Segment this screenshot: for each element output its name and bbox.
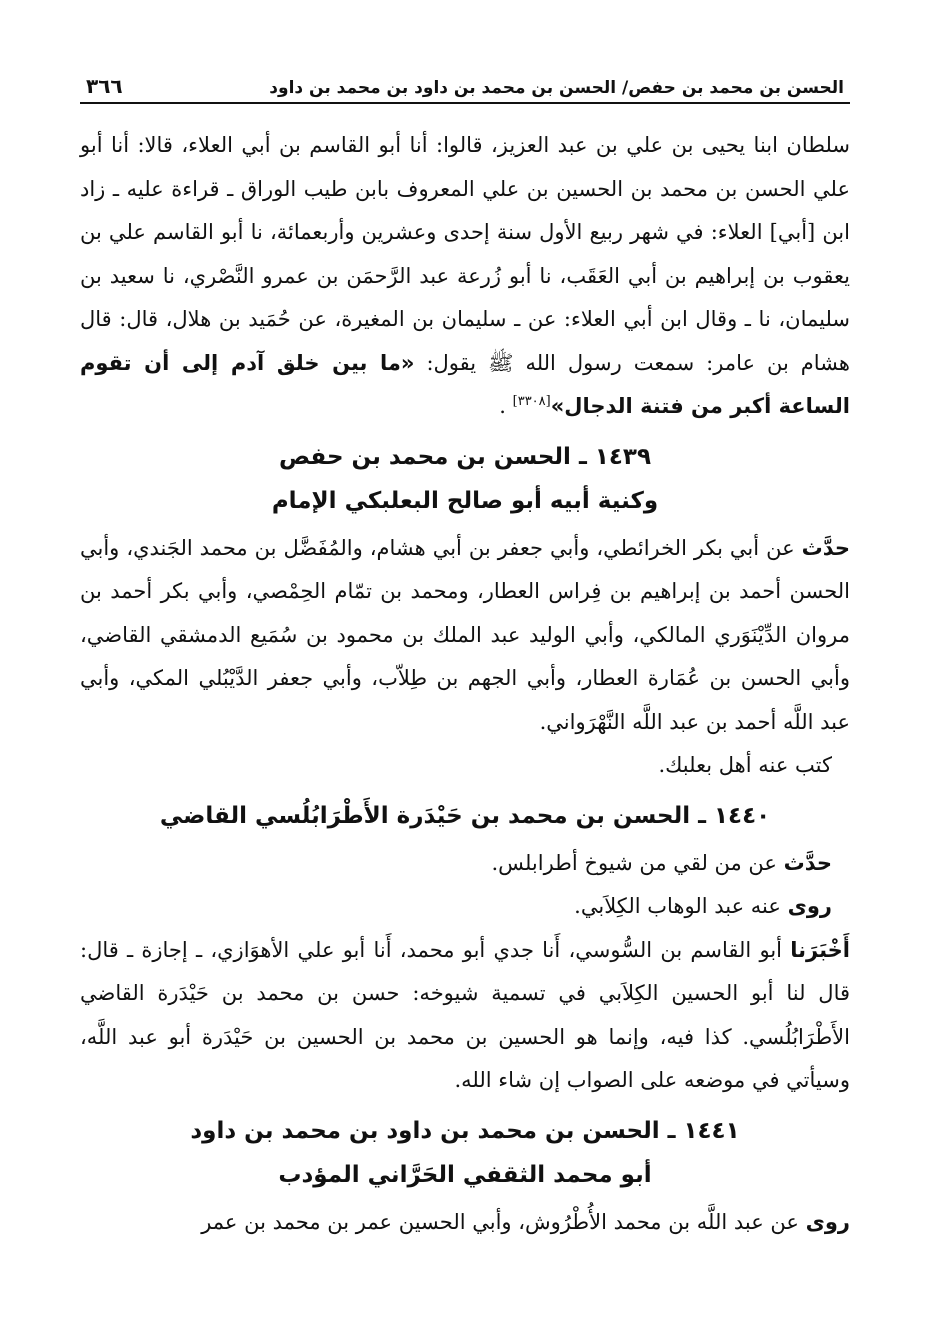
lead-word: روى: [805, 1209, 850, 1234]
entry-text: عن أبي بكر الخرائطي، وأبي جعفر بن أبي هشام، والمُفَضَّل بن محمد الجَندي، وأبي الحسن أحمد بن إبراهيم بن فِراس العطار، ومحمد بن تمّام الحِمْصي، وأبي بكر أحمد بن مروان الدِّيْنَوَري المالكي، وأبي الوليد عبد الملك بن محمود بن سُمَيع الدمشقي القاضي، وأبي الحسن بن عُمَارة العطار، وأبي الجهم بن طِلاّب، وأبي جعفر الدَّيْبُلي المكي، وأبي عبد اللَّه أحمد بن عبد اللَّه النَّهْرَواني.: [80, 535, 850, 734]
entry-heading-line: ١٤٣٩ ـ الحسن بن محمد بن حفص: [279, 443, 651, 470]
entry-paragraph: [80, 1201, 850, 1245]
hadith-text: «ما بين خلق آدم إلى أن تقوم الساعة أكبر من فتنة الدجال»: [80, 350, 850, 418]
entry-heading-1440: [80, 794, 850, 838]
entry-paragraph: [80, 527, 850, 745]
running-header: [80, 52, 850, 104]
entry-text: عن عبد اللَّه بن محمد الأُطْرُوش، وأبي الحسين عمر بن محمد بن عمر: [201, 1209, 806, 1234]
isnad-end: .: [499, 394, 513, 418]
entry-text: عنه عبد الوهاب الكِلاَبي.: [574, 894, 788, 918]
page-number: ٣٦٦: [86, 74, 123, 98]
book-page: [80, 52, 850, 1312]
entry-heading-line: وكنية أبيه أبو صالح البعلبكي الإمام: [271, 487, 659, 514]
isnad-text: سلطان ابنا يحيى بن علي بن عبد العزيز، قالوا: أنا أبو القاسم بن أبي العلاء، قالا: أنا أبو علي الحسن بن محمد بن الحسين بن علي المعروف بابن طيب الوراق ـ قراءة عليه ـ زاد ابن [أبي] العلاء: في شهر ربيع الأول سنة إحدى وعشرين وأربعمائة، نا أبو القاسم علي بن يعقوب بن إبراهيم بن أبي العَقَب، نا أبو زُرعة عبد الرَّحمَن بن عمرو النَّصْري، نا سعيد بن سليمان، نا ـ وقال ابن أبي العلاء: عن ـ سليمان بن المغيرة، عن حُمَيد بن هلال، قال: قال هشام بن عامر: سمعت رسول الله ﷺ يقول:: [80, 133, 850, 375]
entry-heading-1441: [80, 1109, 850, 1197]
lead-word: حدَّث: [783, 850, 832, 875]
isnad-paragraph: [80, 124, 850, 429]
entry-paragraph: [80, 929, 850, 1103]
lead-word: أَخْبَرَنا: [790, 937, 850, 962]
entry-text: أبو القاسم بن السُّوسي، أَنا جدي أبو محمد، أَنا أبو علي الأهوَازي، ـ إجازة ـ قال: قال لنا أبو الحسين الكِلاَبي في تسمية شيوخه: حسن بن محمد بن حَيْدَرة القاضي الأَطْرَابُلُسي. كذا فيه، وإنما هو الحسين بن محمد بن الحسين بن حَيْدَرة أبو عبد اللَّه، وسيأتي في موضعه على الصواب إن شاء الله.: [80, 937, 851, 1092]
entry-heading-line: ١٤٤٠ ـ الحسن بن محمد بن حَيْدَرة الأَطْرَابُلُسي القاضي: [159, 802, 771, 829]
lead-word: حدَّث: [801, 535, 850, 560]
page-body: [80, 124, 850, 1244]
running-title: الحسن بن محمد بن حفص/ الحسن بن محمد بن داود بن محمد بن داود: [269, 78, 844, 98]
footnote-ref: [٣٣٠٨]: [512, 394, 551, 409]
entry-heading-line: أبو محمد الثقفي الحَرَّاني المؤدب: [278, 1161, 652, 1188]
entry-paragraph: [80, 885, 850, 929]
entry-paragraph: [80, 842, 850, 886]
entry-heading-line: ١٤٤١ ـ الحسن بن محمد بن داود بن محمد بن داود: [190, 1117, 740, 1144]
entry-note: كتب عنه أهل بعلبك.: [658, 753, 832, 777]
entry-text: عن من لقي من شيوخ أطرابلس.: [491, 850, 784, 875]
entry-heading-1439: [80, 435, 850, 523]
lead-word: روى: [787, 894, 832, 918]
